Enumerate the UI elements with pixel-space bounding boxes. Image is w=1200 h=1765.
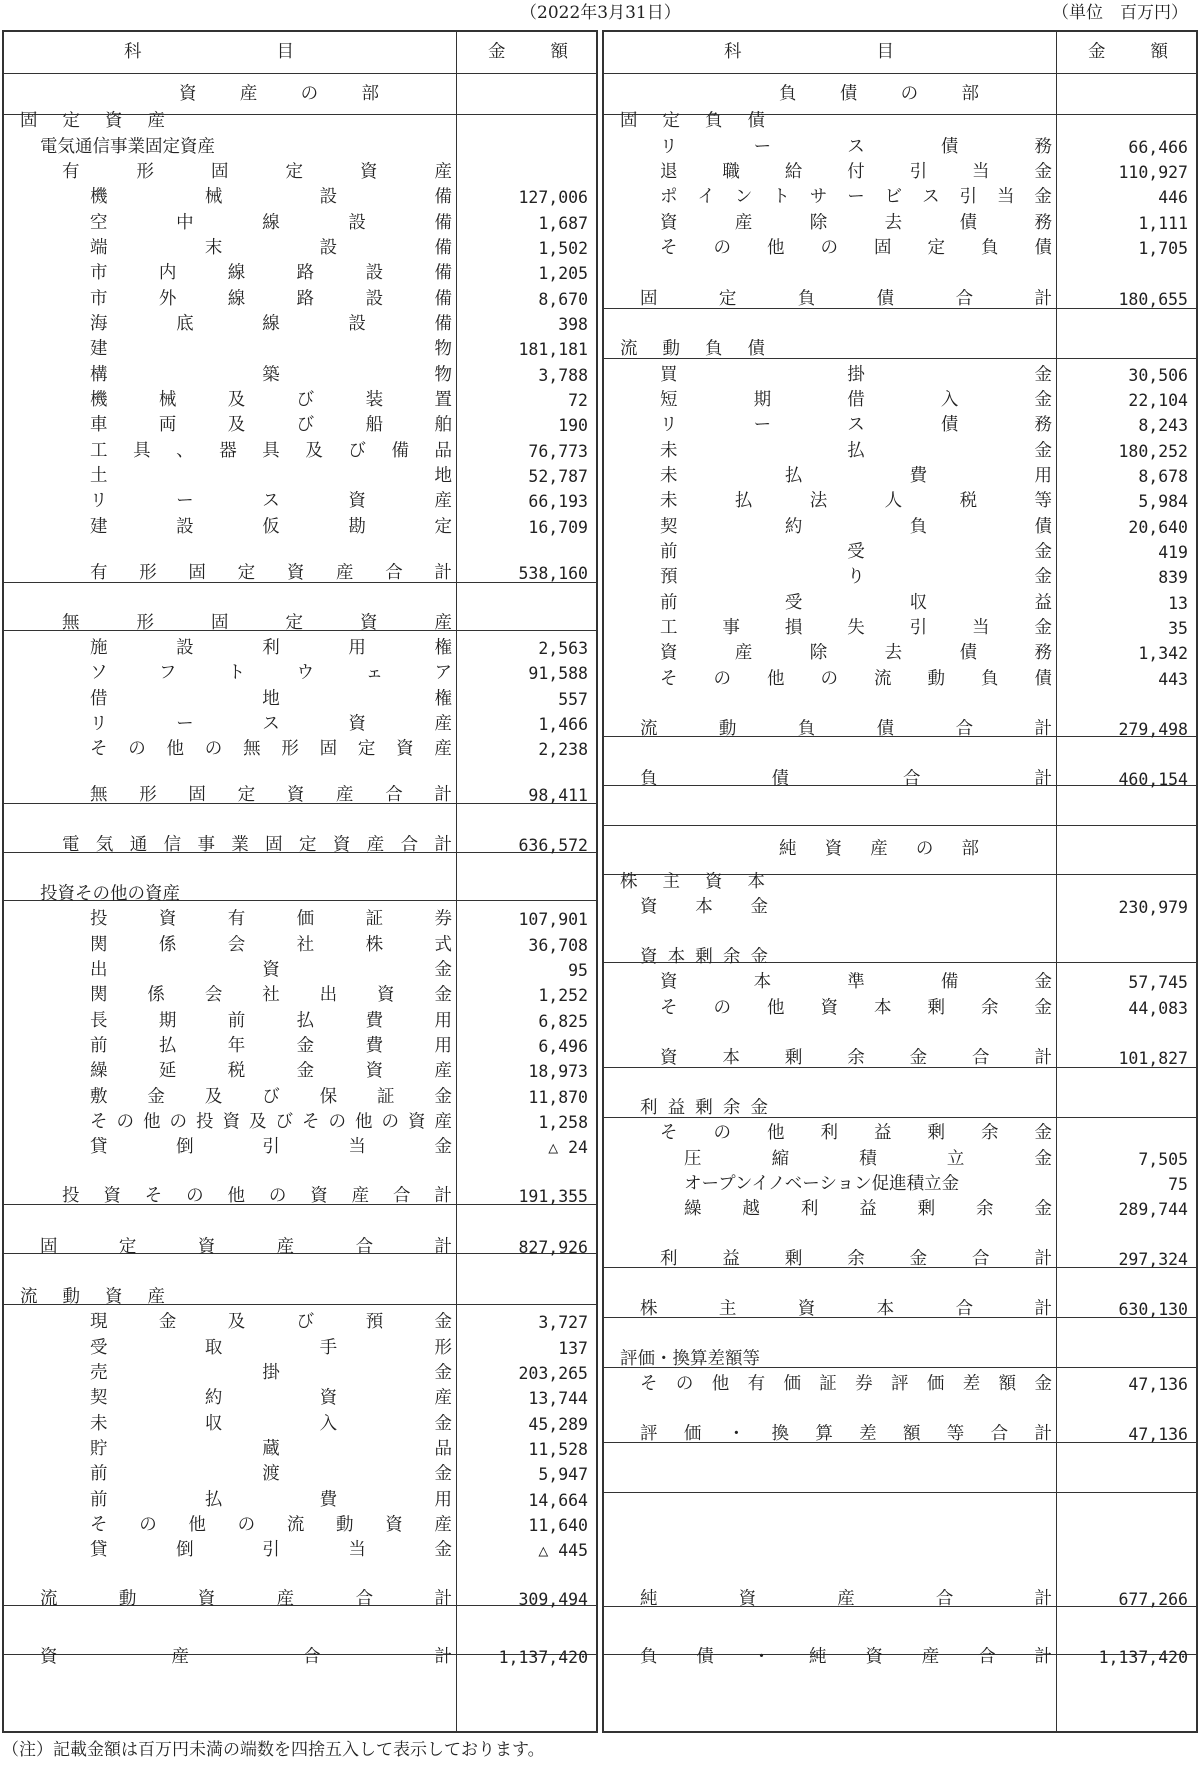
- line-item-amount: 6,825: [538, 1012, 588, 1031]
- line-item-label: 株 主 資 本: [620, 872, 765, 892]
- line-item-amount: 110,927: [1118, 163, 1188, 182]
- line-item-amount: 30,506: [1128, 366, 1188, 385]
- line-item-label: 利 益 剰 余 金: [640, 1098, 768, 1118]
- line-item-amount: 44,083: [1128, 999, 1188, 1018]
- line-item-amount: 1,687: [538, 214, 588, 233]
- line-item-label: 圧 縮 積 立 金: [684, 1149, 1052, 1169]
- line-item-label: そ の 他 利 益 剰 余 金: [660, 1123, 1052, 1143]
- column-header-subject: 科 目: [124, 42, 294, 62]
- line-item-label: 純 資 産 合 計: [640, 1589, 1052, 1609]
- line-item-amount: 1,342: [1138, 644, 1188, 663]
- line-item-amount: 7,505: [1138, 1150, 1188, 1169]
- line-item-amount: 180,655: [1118, 290, 1188, 309]
- line-item-amount: 2,563: [538, 639, 588, 658]
- line-item-label: 関 係 会 社 出 資 金: [90, 985, 452, 1005]
- line-item-label: 長 期 前 払 費 用: [90, 1011, 452, 1031]
- line-item-amount: 6,496: [538, 1037, 588, 1056]
- line-item-label: 固 定 資 産 合 計: [40, 1237, 452, 1257]
- line-item-label: 建 物: [90, 339, 452, 359]
- line-item-label: 関 係 会 社 株 式: [90, 935, 452, 955]
- row-rule: [4, 73, 596, 74]
- line-item-label: 無 形 固 定 資 産 合 計: [90, 785, 452, 805]
- amount-column-divider: [1056, 32, 1057, 1731]
- line-item-label: 契 約 負 債: [660, 517, 1052, 537]
- line-item-label: そ の 他 の 流 動 資 産: [90, 1515, 452, 1535]
- line-item-amount: △ 445: [538, 1541, 588, 1560]
- line-item-label: 貸 倒 引 当 金: [90, 1137, 452, 1157]
- line-item-label: 資 本 剰 余 金: [640, 947, 768, 967]
- line-item-label: 構 築 物: [90, 365, 452, 385]
- line-item-label: そ の 他 の 固 定 負 債: [660, 238, 1052, 258]
- line-item-amount: 398: [558, 315, 588, 334]
- line-item-amount: △ 24: [548, 1138, 588, 1157]
- line-item-amount: 180,252: [1118, 442, 1188, 461]
- line-item-label: 未 払 金: [660, 441, 1052, 461]
- line-item-label: そ の 他 の 流 動 負 債: [660, 669, 1052, 689]
- line-item-amount: 72: [568, 391, 588, 410]
- line-item-label: 前 受 金: [660, 542, 1052, 562]
- row-rule: [604, 1492, 1196, 1493]
- line-item-amount: 57,745: [1128, 973, 1188, 992]
- liabilities-equity-panel: [602, 30, 1198, 1733]
- line-item-amount: 52,787: [528, 467, 588, 486]
- line-item-amount: 181,181: [518, 340, 588, 359]
- line-item-label: 空 中 線 設 備: [90, 213, 452, 233]
- line-item-amount: 203,265: [518, 1364, 588, 1383]
- line-item-amount: 16,709: [528, 518, 588, 537]
- line-item-label: 投資その他の資産: [40, 884, 180, 904]
- line-item-amount: 13,744: [528, 1389, 588, 1408]
- row-rule: [604, 825, 1196, 826]
- line-item-label: 電気通信事業固定資産: [40, 137, 215, 157]
- line-item-amount: 20,640: [1128, 518, 1188, 537]
- line-item-label: 株 主 資 本 合 計: [640, 1299, 1052, 1319]
- line-item-amount: 443: [1158, 670, 1188, 689]
- line-item-label: 前 払 費 用: [90, 1490, 452, 1510]
- line-item-label: 無 形 固 定 資 産: [62, 613, 452, 633]
- line-item-label: 出 資 金: [90, 960, 452, 980]
- line-item-amount: 839: [1158, 568, 1188, 587]
- line-item-amount: 47,136: [1128, 1425, 1188, 1444]
- line-item-amount: 538,160: [518, 564, 588, 583]
- line-item-label: 資 本 剰 余 金 合 計: [660, 1048, 1052, 1068]
- line-item-label: 借 地 権: [90, 689, 452, 709]
- line-item-label: 未 収 入 金: [90, 1414, 452, 1434]
- amount-column-divider: [456, 32, 457, 1731]
- line-item-label: 受 取 手 形: [90, 1338, 452, 1358]
- line-item-amount: 1,466: [538, 715, 588, 734]
- line-item-label: リ ー ス 債 務: [660, 415, 1052, 435]
- line-item-amount: 137: [558, 1339, 588, 1358]
- column-header-amount: 金 額: [1088, 42, 1168, 62]
- line-item-label: 資 産 合 計: [40, 1647, 452, 1667]
- row-rule: [604, 73, 1196, 74]
- line-item-amount: 47,136: [1128, 1375, 1188, 1394]
- line-item-label: 繰 越 利 益 剰 余 金: [684, 1199, 1052, 1219]
- report-date: （2022年3月31日）: [520, 3, 681, 23]
- line-item-label: 退 職 給 付 引 当 金: [660, 162, 1052, 182]
- line-item-amount: 1,205: [538, 264, 588, 283]
- line-item-label: 投 資 有 価 証 券: [90, 909, 452, 929]
- line-item-amount: 18,973: [528, 1062, 588, 1081]
- line-item-label: 工 事 損 失 引 当 金: [660, 618, 1052, 638]
- line-item-label: 評価・換算差額等: [620, 1349, 760, 1369]
- line-item-amount: 557: [558, 690, 588, 709]
- net-assets-section-title: 純 資 産 の 部: [779, 839, 979, 859]
- line-item-amount: 1,258: [538, 1113, 588, 1132]
- line-item-label: 繰 延 税 金 資 産: [90, 1061, 452, 1081]
- line-item-label: 貸 倒 引 当 金: [90, 1540, 452, 1560]
- line-item-amount: 630,130: [1118, 1300, 1188, 1319]
- line-item-amount: 636,572: [518, 836, 588, 855]
- line-item-amount: 297,324: [1118, 1250, 1188, 1269]
- line-item-amount: 101,827: [1118, 1049, 1188, 1068]
- line-item-amount: 309,494: [518, 1590, 588, 1609]
- line-item-amount: 11,640: [528, 1516, 588, 1535]
- line-item-amount: 1,502: [538, 239, 588, 258]
- line-item-label: 施 設 利 用 権: [90, 638, 452, 658]
- line-item-label: 建 設 仮 勘 定: [90, 517, 452, 537]
- line-item-label: 資 本 金: [640, 897, 768, 917]
- line-item-label: 機 械 設 備: [90, 187, 452, 207]
- line-item-amount: 35: [1168, 619, 1188, 638]
- line-item-label: 流 動 資 産: [20, 1287, 165, 1307]
- line-item-label: 負 債 ・ 純 資 産 合 計: [640, 1647, 1052, 1667]
- line-item-label: リ ー ス 資 産: [90, 491, 452, 511]
- line-item-label: 短 期 借 入 金: [660, 390, 1052, 410]
- line-item-label: 流 動 負 債: [620, 339, 765, 359]
- line-item-label: そ の 他 有 価 証 券 評 価 差 額 金: [640, 1374, 1052, 1394]
- line-item-label: 土 地: [90, 466, 452, 486]
- line-item-label: 売 掛 金: [90, 1363, 452, 1383]
- line-item-amount: 677,266: [1118, 1590, 1188, 1609]
- line-item-label: そ の 他 資 本 剰 余 金: [660, 998, 1052, 1018]
- line-item-label: 市 内 線 路 設 備: [90, 263, 452, 283]
- line-item-amount: 1,252: [538, 986, 588, 1005]
- line-item-label: 車 両 及 び 船 舶: [90, 415, 452, 435]
- line-item-amount: 11,870: [528, 1088, 588, 1107]
- unit-label: （単位 百万円）: [1052, 3, 1188, 23]
- line-item-label: 未 払 法 人 税 等: [660, 491, 1052, 511]
- line-item-amount: 75: [1168, 1175, 1188, 1194]
- column-header-amount: 金 額: [488, 42, 568, 62]
- line-item-label: 固 定 資 産: [20, 111, 165, 131]
- line-item-amount: 22,104: [1128, 391, 1188, 410]
- line-item-label: 資 産 除 去 債 務: [660, 643, 1052, 663]
- liabilities-section-title: 負 債 の 部: [779, 84, 979, 104]
- line-item-label: 負 債 合 計: [640, 769, 1052, 789]
- line-item-label: 市 外 線 路 設 備: [90, 289, 452, 309]
- line-item-label: そ の 他 の 投 資 及 び そ の 他 の 資 産: [90, 1112, 452, 1132]
- line-item-label: ポ イ ン ト サ ー ビ ス 引 当 金: [660, 187, 1052, 207]
- line-item-amount: 127,006: [518, 188, 588, 207]
- line-item-label: 貯 蔵 品: [90, 1439, 452, 1459]
- line-item-amount: 460,154: [1118, 770, 1188, 789]
- line-item-label: ソ フ ト ウ ェ ア: [90, 663, 452, 683]
- line-item-label: 端 末 設 備: [90, 238, 452, 258]
- column-header-subject: 科 目: [724, 42, 894, 62]
- line-item-amount: 1,137,420: [1098, 1648, 1188, 1667]
- line-item-label: 前 払 年 金 費 用: [90, 1036, 452, 1056]
- line-item-label: 買 掛 金: [660, 365, 1052, 385]
- line-item-amount: 419: [1158, 543, 1188, 562]
- line-item-amount: 3,727: [538, 1313, 588, 1332]
- line-item-label: 前 渡 金: [90, 1464, 452, 1484]
- line-item-amount: 11,528: [528, 1440, 588, 1459]
- line-item-label: 流 動 資 産 合 計: [40, 1589, 452, 1609]
- assets-section-title: 資 産 の 部: [179, 84, 379, 104]
- line-item-label: オープンイノベーション促進積立金: [684, 1174, 960, 1194]
- footnote: （注）記載金額は百万円未満の端数を四捨五入して表示しております。: [2, 1740, 545, 1760]
- line-item-amount: 8,243: [1138, 416, 1188, 435]
- line-item-label: 投 資 そ の 他 の 資 産 合 計: [62, 1186, 452, 1206]
- line-item-amount: 1,111: [1138, 214, 1188, 233]
- line-item-amount: 191,355: [518, 1187, 588, 1206]
- line-item-label: 現 金 及 び 預 金: [90, 1312, 452, 1332]
- assets-panel: [2, 30, 598, 1733]
- line-item-amount: 279,498: [1118, 720, 1188, 739]
- line-item-label: リ ー ス 資 産: [90, 714, 452, 734]
- line-item-amount: 95: [568, 961, 588, 980]
- line-item-amount: 1,705: [1138, 239, 1188, 258]
- line-item-amount: 45,289: [528, 1415, 588, 1434]
- line-item-label: 敷 金 及 び 保 証 金: [90, 1087, 452, 1107]
- line-item-label: 評 価 ・ 換 算 差 額 等 合 計: [640, 1424, 1052, 1444]
- line-item-amount: 107,901: [518, 910, 588, 929]
- line-item-amount: 66,193: [528, 492, 588, 511]
- line-item-label: リ ー ス 債 務: [660, 137, 1052, 157]
- line-item-label: 資 本 準 備 金: [660, 972, 1052, 992]
- line-item-amount: 36,708: [528, 936, 588, 955]
- line-item-amount: 76,773: [528, 442, 588, 461]
- line-item-amount: 14,664: [528, 1491, 588, 1510]
- line-item-label: 資 産 除 去 債 務: [660, 213, 1052, 233]
- line-item-label: 利 益 剰 余 金 合 計: [660, 1249, 1052, 1269]
- line-item-label: 有 形 固 定 資 産: [62, 162, 452, 182]
- line-item-amount: 190: [558, 416, 588, 435]
- line-item-label: 有 形 固 定 資 産 合 計: [90, 563, 452, 583]
- line-item-label: 未 払 費 用: [660, 466, 1052, 486]
- line-item-label: そ の 他 の 無 形 固 定 資 産: [90, 739, 452, 759]
- line-item-label: 工 具 、 器 具 及 び 備 品: [90, 441, 452, 461]
- line-item-amount: 1,137,420: [498, 1648, 588, 1667]
- line-item-label: 機 械 及 び 装 置: [90, 390, 452, 410]
- line-item-label: 流 動 負 債 合 計: [640, 719, 1052, 739]
- line-item-amount: 289,744: [1118, 1200, 1188, 1219]
- line-item-label: 預 り 金: [660, 567, 1052, 587]
- line-item-label: 固 定 負 債 合 計: [640, 289, 1052, 309]
- line-item-amount: 5,947: [538, 1465, 588, 1484]
- line-item-amount: 5,984: [1138, 492, 1188, 511]
- line-item-amount: 8,678: [1138, 467, 1188, 486]
- line-item-label: 海 底 線 設 備: [90, 314, 452, 334]
- line-item-amount: 446: [1158, 188, 1188, 207]
- line-item-amount: 230,979: [1118, 898, 1188, 917]
- line-item-label: 契 約 資 産: [90, 1388, 452, 1408]
- line-item-label: 前 受 収 益: [660, 593, 1052, 613]
- line-item-amount: 8,670: [538, 290, 588, 309]
- line-item-label: 固 定 負 債: [620, 111, 765, 131]
- line-item-amount: 827,926: [518, 1238, 588, 1257]
- line-item-amount: 91,588: [528, 664, 588, 683]
- line-item-amount: 98,411: [528, 786, 588, 805]
- line-item-amount: 13: [1168, 594, 1188, 613]
- line-item-label: 電 気 通 信 事 業 固 定 資 産 合 計: [62, 835, 452, 855]
- line-item-amount: 3,788: [538, 366, 588, 385]
- line-item-amount: 2,238: [538, 740, 588, 759]
- line-item-amount: 66,466: [1128, 138, 1188, 157]
